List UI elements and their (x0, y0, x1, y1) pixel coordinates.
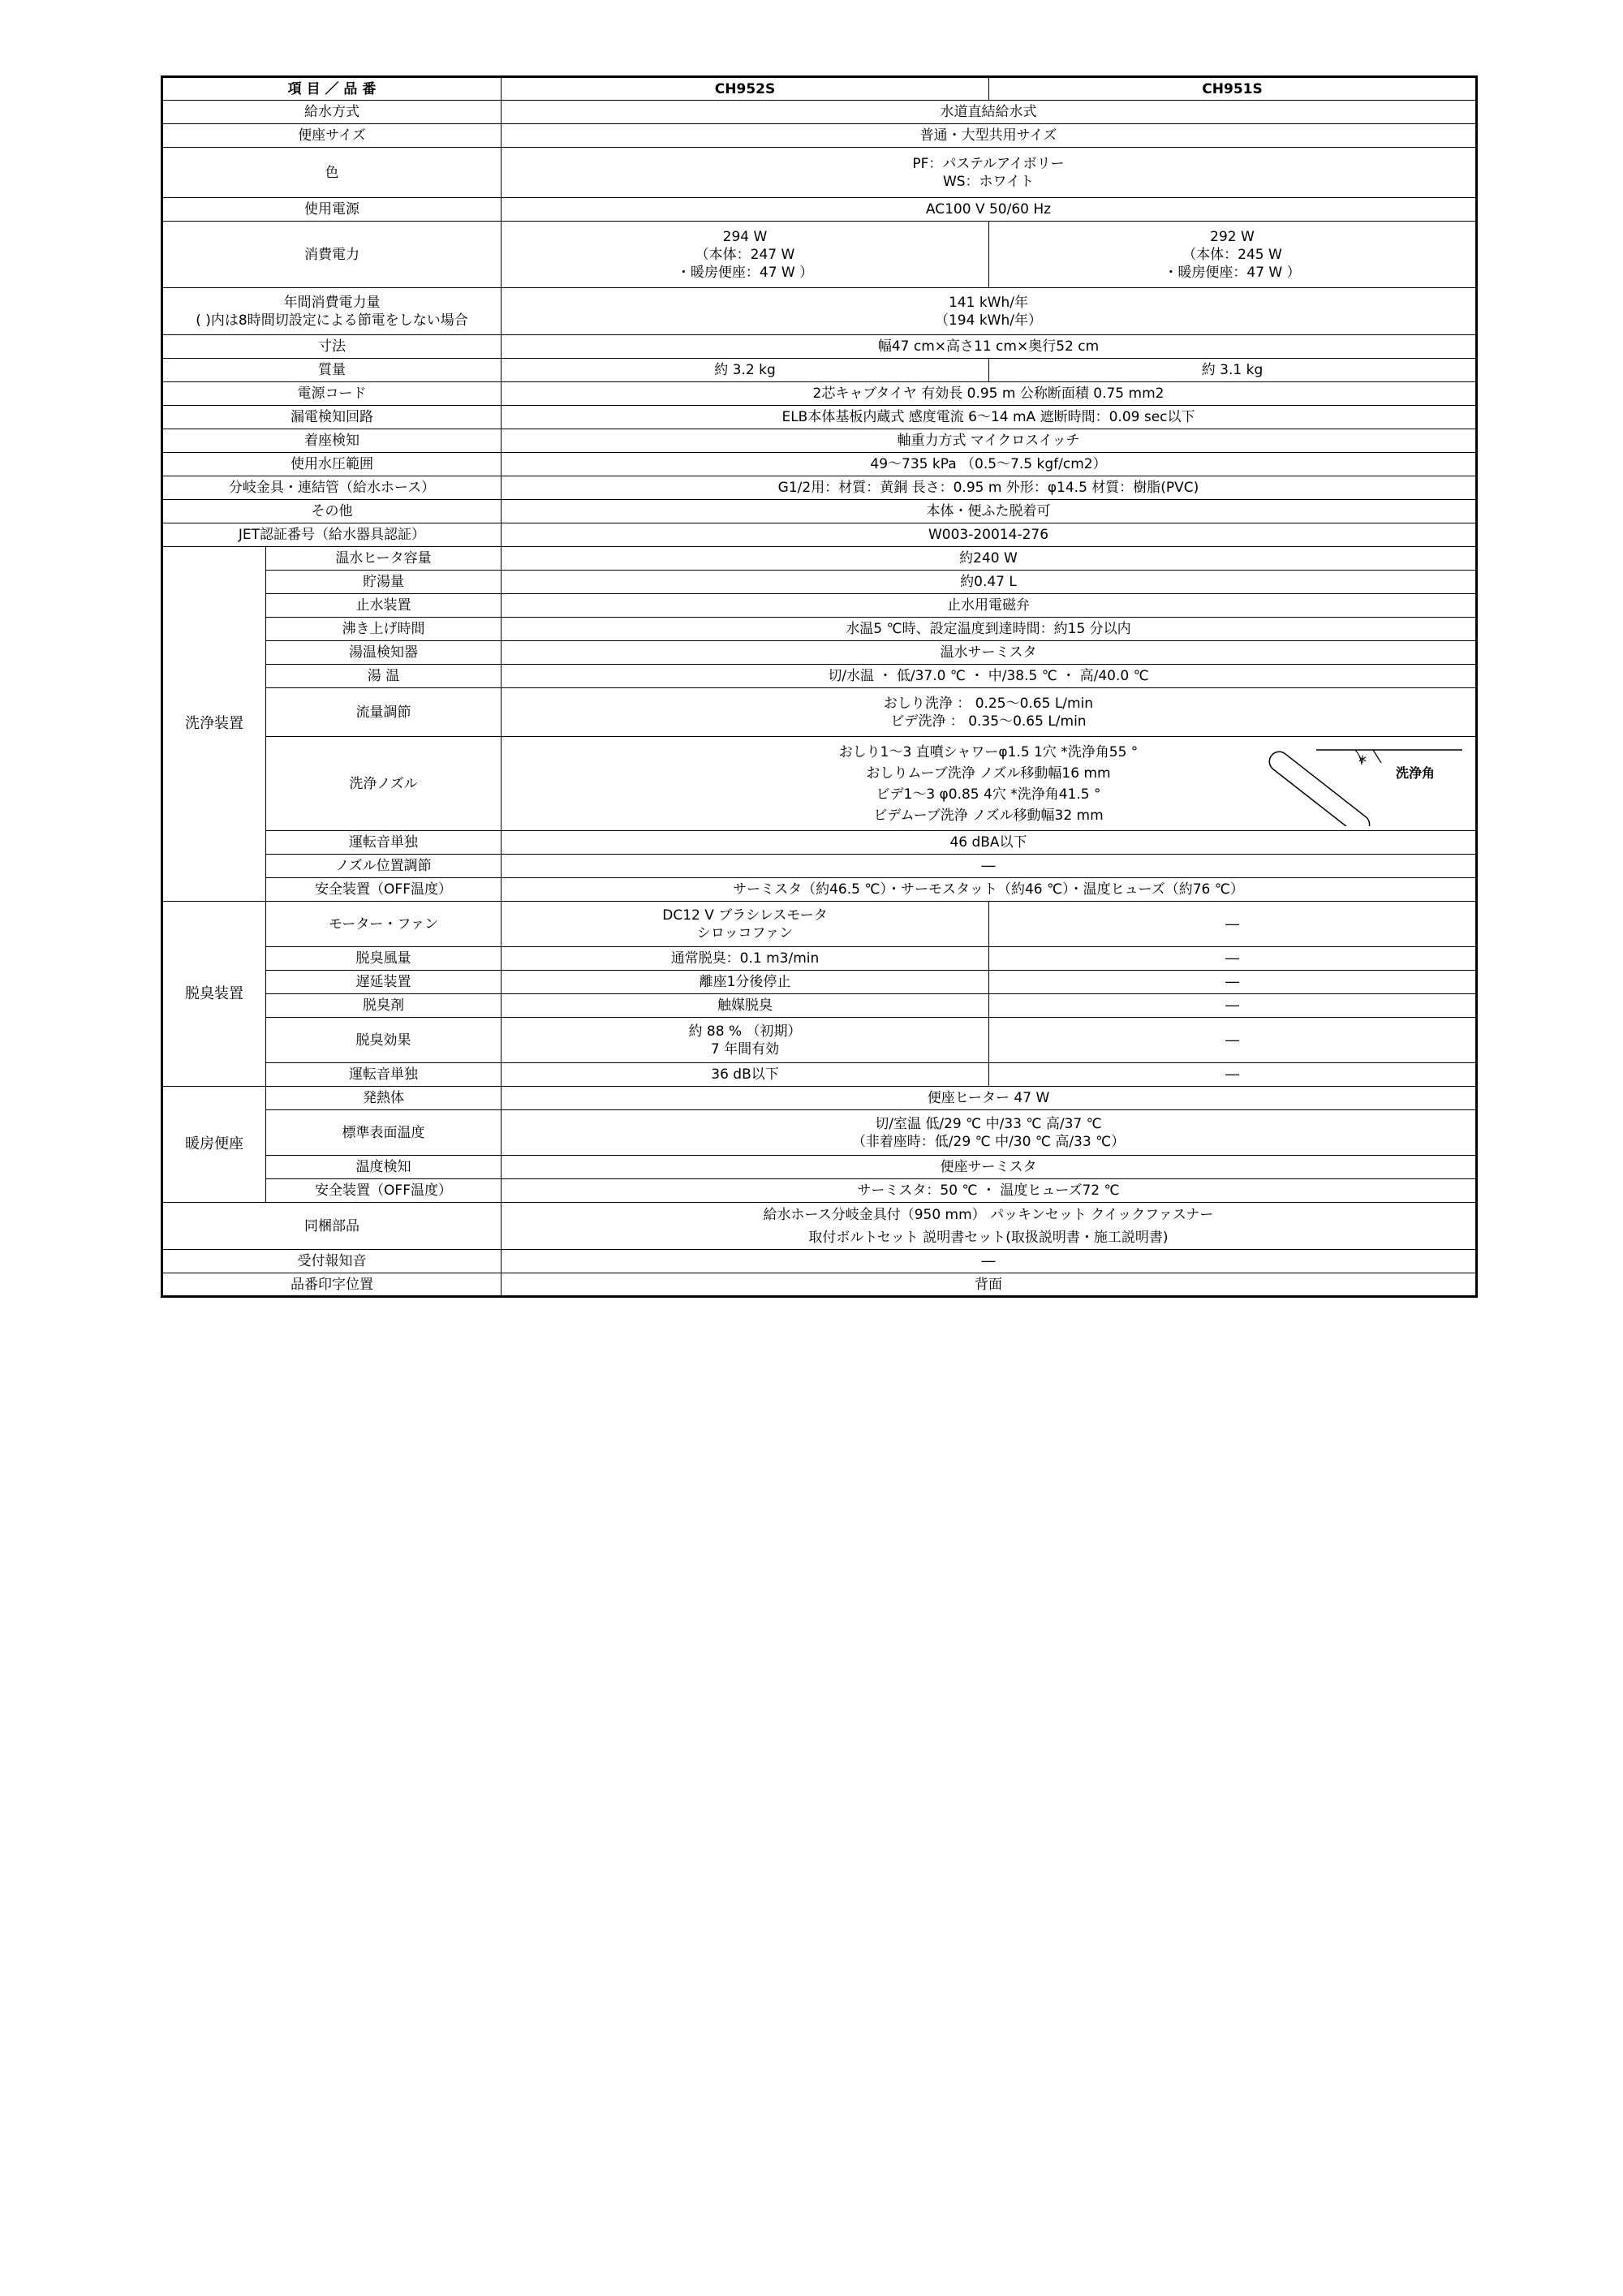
row-value: ELB本体基板内蔵式 感度電流 6～14 mA 遮断時間：0.09 sec以下 (502, 406, 1477, 429)
value-line: 約 88 % （初期） (688, 1023, 802, 1040)
table-row (162, 1203, 1477, 1250)
row-label: 脱臭効果 (266, 1018, 502, 1063)
table-row (162, 429, 1477, 453)
row-label: 発熱体 (266, 1087, 502, 1110)
row-label: 使用電源 (162, 198, 502, 222)
row-label: 運転音単独 (266, 831, 502, 855)
row-value-a (502, 1018, 989, 1063)
row-label: 同梱部品 (162, 1203, 502, 1250)
angle-mark: * (1358, 752, 1367, 772)
row-label: 安全装置（OFF温度） (266, 1179, 502, 1203)
table-row (162, 124, 1477, 148)
row-value: 便座サーミスタ (502, 1156, 1477, 1179)
row-value: サーミスタ：50 ℃ ・ 温度ヒューズ72 ℃ (502, 1179, 1477, 1203)
header-item: 項 目 ／ 品 番 (162, 77, 502, 101)
row-value: 本体・便ふた脱着可 (502, 500, 1477, 523)
row-value: 背面 (502, 1273, 1477, 1297)
row-label: 沸き上げ時間 (266, 618, 502, 641)
table-row (162, 594, 1477, 618)
row-value (502, 737, 1477, 831)
row-value: 止水用電磁弁 (502, 594, 1477, 618)
table-row (162, 382, 1477, 406)
row-value-b: ― (989, 1018, 1477, 1063)
table-row (162, 831, 1477, 855)
table-row (162, 855, 1477, 878)
value-line: （194 kWh/年） (934, 312, 1042, 329)
row-label: 消費電力 (162, 222, 502, 288)
value-line: （本体：247 W (695, 246, 795, 263)
row-label: 寸法 (162, 335, 502, 359)
row-value-a: 36 dB以下 (502, 1063, 989, 1087)
row-value: AC100 V 50/60 Hz (502, 198, 1477, 222)
header-model-a: CH952S (502, 77, 989, 101)
row-value: 約240 W (502, 547, 1477, 571)
row-label: 湯 温 (266, 665, 502, 688)
row-label: 運転音単独 (266, 1063, 502, 1087)
value-line: おしり洗浄 ： 0.25～0.65 L/min (883, 695, 1094, 712)
table-row (162, 994, 1477, 1018)
group-label-deodor: 脱臭装置 (162, 902, 266, 1087)
row-value: G1/2用：材質：黄銅 長さ：0.95 m 外形：φ14.5 材質：樹脂(PVC) (502, 476, 1477, 500)
nozzle-angle-diagram (1259, 742, 1470, 826)
row-label: 便座サイズ (162, 124, 502, 148)
row-value-a (502, 222, 989, 288)
row-label: 貯湯量 (266, 571, 502, 594)
table-row (162, 453, 1477, 476)
value-line: （本体：245 W (1182, 246, 1282, 263)
value-line: ・暖房便座：47 W ） (676, 264, 814, 281)
value-line: 294 W (722, 228, 768, 245)
row-value: ― (502, 855, 1477, 878)
row-value: W003-20014-276 (502, 523, 1477, 547)
header-row (162, 77, 1477, 101)
row-label: 洗浄ノズル (266, 737, 502, 831)
row-label: ノズル位置調節 (266, 855, 502, 878)
value-line: 給水ホース分岐金具付（950 mm） パッキンセット クイックファスナー (763, 1206, 1214, 1223)
row-value-a: 通常脱臭：0.1 m3/min (502, 947, 989, 971)
row-label: 色 (162, 148, 502, 198)
row-label: 受付報知音 (162, 1250, 502, 1273)
value-line: ・暖房便座：47 W ） (1164, 264, 1301, 281)
row-label: 止水装置 (266, 594, 502, 618)
table-row (162, 1273, 1477, 1297)
table-row (162, 1018, 1477, 1063)
value-line: WS：ホワイト (942, 173, 1035, 190)
row-value: ― (502, 1250, 1477, 1273)
row-value: 軸重力方式 マイクロスイッチ (502, 429, 1477, 453)
value-line: 7 年間有効 (710, 1040, 780, 1058)
row-value-a: 触媒脱臭 (502, 994, 989, 1018)
row-value-b: ― (989, 902, 1477, 947)
row-value: 温水サーミスタ (502, 641, 1477, 665)
wash-angle-label: 洗浄角 (1396, 765, 1436, 781)
row-value: 49～735 kPa （0.5～7.5 kgf/cm2） (502, 453, 1477, 476)
row-value: サーミスタ（約46.5 ℃）・サーモスタット（約46 ℃）・温度ヒューズ（約76 ℃） (502, 878, 1477, 902)
table-row (162, 1179, 1477, 1203)
row-value-a (502, 902, 989, 947)
table-row (162, 902, 1477, 947)
table-row (162, 688, 1477, 737)
row-value: 46 dBA以下 (502, 831, 1477, 855)
label-line: ( )内は8時間切設定による節電をしない場合 (196, 312, 468, 329)
table-row (162, 335, 1477, 359)
row-value: 便座ヒーター 47 W (502, 1087, 1477, 1110)
row-label: 温水ヒータ容量 (266, 547, 502, 571)
row-value-b: 約 3.1 kg (989, 359, 1477, 382)
row-value (502, 288, 1477, 335)
table-row (162, 665, 1477, 688)
value-line: ビデ洗浄 ： 0.35～0.65 L/min (890, 713, 1087, 730)
row-value: 2芯キャブタイヤ 有効長 0.95 m 公称断面積 0.75 mm2 (502, 382, 1477, 406)
value-line: 切/室温 低/29 ℃ 中/33 ℃ 高/37 ℃ (875, 1115, 1102, 1132)
value-line: おしりムーブ洗浄 ノズル移動幅16 mm (866, 765, 1111, 782)
row-label: 安全装置（OFF温度） (266, 878, 502, 902)
row-label: 漏電検知回路 (162, 406, 502, 429)
table-row (162, 1063, 1477, 1087)
row-label: 着座検知 (162, 429, 502, 453)
table-row (162, 1110, 1477, 1156)
row-label: 流量調節 (266, 688, 502, 737)
table-row (162, 500, 1477, 523)
table-row (162, 1156, 1477, 1179)
angle-line (1373, 750, 1381, 763)
table-row (162, 148, 1477, 198)
table-row (162, 359, 1477, 382)
row-value: 約0.47 L (502, 571, 1477, 594)
table-row (162, 641, 1477, 665)
row-value: 水温5 ℃時、設定温度到達時間：約15 分以内 (502, 618, 1477, 641)
value-line: DC12 V ブラシレスモータ (662, 907, 828, 924)
table-row (162, 971, 1477, 994)
table-row (162, 618, 1477, 641)
row-label: 標準表面温度 (266, 1110, 502, 1156)
table-row (162, 523, 1477, 547)
row-value: 切/水温 ・ 低/37.0 ℃ ・ 中/38.5 ℃ ・ 高/40.0 ℃ (502, 665, 1477, 688)
table-row (162, 288, 1477, 335)
table-row (162, 476, 1477, 500)
label-line: 年間消費電力量 (283, 294, 381, 311)
row-label: 脱臭剤 (266, 994, 502, 1018)
row-value-a: 約 3.2 kg (502, 359, 989, 382)
table-row (162, 547, 1477, 571)
value-line: おしり1～3 直噴シャワーφ1.5 1穴 *洗浄角55 ° (838, 743, 1139, 760)
row-label (162, 288, 502, 335)
row-value (502, 1203, 1477, 1250)
row-value-b: ― (989, 971, 1477, 994)
row-label: JET認証番号（給水器具認証） (162, 523, 502, 547)
row-label: 脱臭風量 (266, 947, 502, 971)
row-label: その他 (162, 500, 502, 523)
value-line: PF：パステルアイボリー (912, 155, 1065, 172)
table-row (162, 947, 1477, 971)
row-label: 分岐金具・連結管（給水ホース） (162, 476, 502, 500)
row-value (502, 148, 1477, 198)
group-label-heat: 暖房便座 (162, 1087, 266, 1203)
table-row (162, 737, 1477, 831)
row-value: 幅47 cm×高さ11 cm×奥行52 cm (502, 335, 1477, 359)
value-line: 取付ボルトセット 説明書セット(取扱説明書・施工説明書) (808, 1229, 1169, 1246)
row-value-b: ― (989, 947, 1477, 971)
table-row (162, 1087, 1477, 1110)
table-row (162, 571, 1477, 594)
table-row (162, 1250, 1477, 1273)
row-label: 品番印字位置 (162, 1273, 502, 1297)
row-value: 普通・大型共用サイズ (502, 124, 1477, 148)
value-line: ビデ1～3 φ0.85 4穴 *洗浄角41.5 ° (876, 786, 1101, 803)
row-label: 使用水圧範囲 (162, 453, 502, 476)
value-line: ビデムーブ洗浄 ノズル移動幅32 mm (873, 807, 1104, 824)
value-line: 141 kWh/年 (948, 294, 1028, 311)
row-value: 水道直結給水式 (502, 101, 1477, 124)
value-line: シロッコファン (696, 924, 794, 941)
nozzle-shape (1265, 747, 1373, 826)
row-label: 遅延装置 (266, 971, 502, 994)
value-line: （非着座時：低/29 ℃ 中/30 ℃ 高/33 ℃） (851, 1133, 1126, 1150)
row-value-b: ― (989, 1063, 1477, 1087)
table-row (162, 198, 1477, 222)
row-label: 電源コード (162, 382, 502, 406)
row-label: モーター・ファン (266, 902, 502, 947)
row-value-b (989, 222, 1477, 288)
table-row (162, 222, 1477, 288)
row-value-a: 離座1分後停止 (502, 971, 989, 994)
row-value (502, 688, 1477, 737)
row-value (502, 1110, 1477, 1156)
group-label-wash: 洗浄装置 (162, 547, 266, 902)
value-line: 292 W (1210, 228, 1255, 245)
row-value-b: ― (989, 994, 1477, 1018)
table-row (162, 406, 1477, 429)
row-label: 湯温検知器 (266, 641, 502, 665)
header-model-b: CH951S (989, 77, 1477, 101)
spec-table (161, 75, 1478, 1298)
row-label: 温度検知 (266, 1156, 502, 1179)
row-label: 質量 (162, 359, 502, 382)
table-row (162, 101, 1477, 124)
table-row (162, 878, 1477, 902)
row-label: 給水方式 (162, 101, 502, 124)
